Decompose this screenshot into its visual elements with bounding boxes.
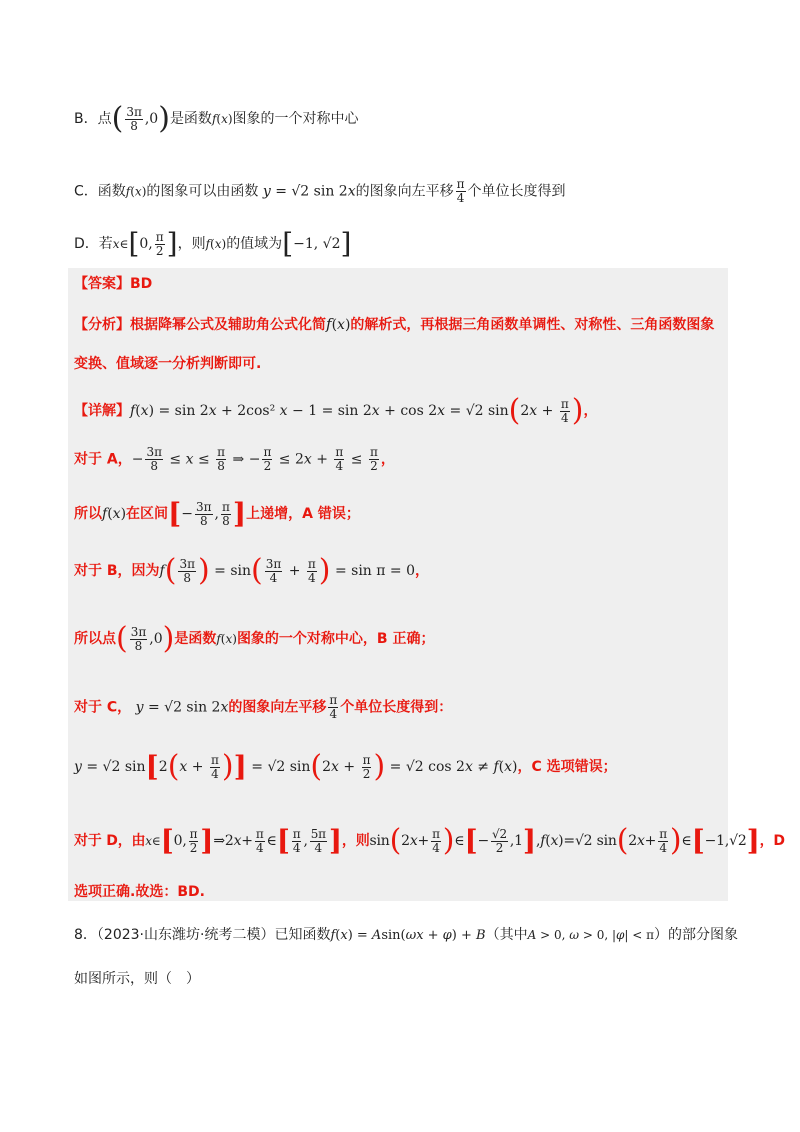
option-d-analysis: 对于 D，由x∈[0, $\frac{\pi}{2}$ ]⇒2x+ $\frac{\pi}{4}$ ∈[ $\frac{\pi}{4}$ , $\frac{5\pi}{4}$ ]，则sin(2x+ $\frac{\pi}{4}$ )∈[− $\frac{√2}{2}$ ,1],f(x)=√2 sin(2x+ $\frac{\pi}{4}$ )∈[−1,√2]，D	[74, 823, 785, 858]
question-8-line-1: 8．（2023·山东潍坊·统考二模）已知函数f(x) = Asin(ωx + φ) + B（其中A > 0, ω > 0, |φ| < π）的部分图象	[74, 927, 739, 943]
option-b: B．点( $\frac{3\pi}{8}$ ,0)是函数f(x)图象的一个对称中心	[74, 101, 359, 136]
detail-line: 【详解】f(x) = sin 2x + 2cos² x − 1 = sin 2x + cos 2x = √2 sin(2x + $\frac{\pi}{4}$ )，	[74, 393, 598, 428]
option-b-prefix: B．点	[74, 111, 112, 127]
analysis-line-2: 变换、值域逐一分析判断即可.	[74, 356, 262, 372]
option-c: C．函数f(x)的图象可以由函数 y = √2 sin 2x的图象向左平移 $\frac{\pi}{4}$ 个单位长度得到	[74, 177, 566, 205]
option-c-formula: y = √2 sin[2(x + $\frac{\pi}{4}$ )] = √2 sin(2x + $\frac{\pi}{2}$ ) = √2 cos 2x ≠ f(x)，C 选项错误；	[74, 749, 617, 784]
question-8-line-2: 如图所示，则（ ）	[74, 971, 200, 987]
option-d-conclusion: 选项正确.故选：BD.	[74, 884, 205, 900]
option-a-analysis: 对于 A，− $\frac{3\pi}{8}$ ≤ x ≤ $\frac{\pi}{8}$ ⇒ − $\frac{\pi}{2}$ ≤ 2x + $\frac{\pi}{4}$ ≤ $\frac{\pi}{2}$ ，	[74, 445, 395, 473]
answer-label: 【答案】BD	[74, 276, 153, 292]
option-b-analysis: 对于 B，因为f( $\frac{3\pi}{8}$ ) = sin( $\frac{3\pi}{4}$ + $\frac{\pi}{4}$ ) = sin π = 0，	[74, 553, 430, 588]
option-d: D．若x∈[0, $\frac{\pi}{2}$ ]，则f(x)的值域为[−1, √2]	[74, 227, 352, 260]
option-c-analysis: 对于 C， y = √2 sin 2x的图象向左平移 $\frac{\pi}{4}$ 个单位长度得到：	[74, 693, 453, 721]
option-b-conclusion: 所以点( $\frac{3\pi}{8}$ ,0)是函数f(x)图象的一个对称中心，B 正确；	[74, 621, 435, 656]
analysis-line-1: 【分析】根据降幂公式及辅助角公式化简f(x)的解析式，再根据三角函数单调性、对称性、三角函数图象	[74, 315, 715, 333]
option-a-conclusion: 所以f(x)在区间[− $\frac{3\pi}{8}$ , $\frac{\pi}{8}$ ]上递增，A 错误；	[74, 497, 360, 530]
